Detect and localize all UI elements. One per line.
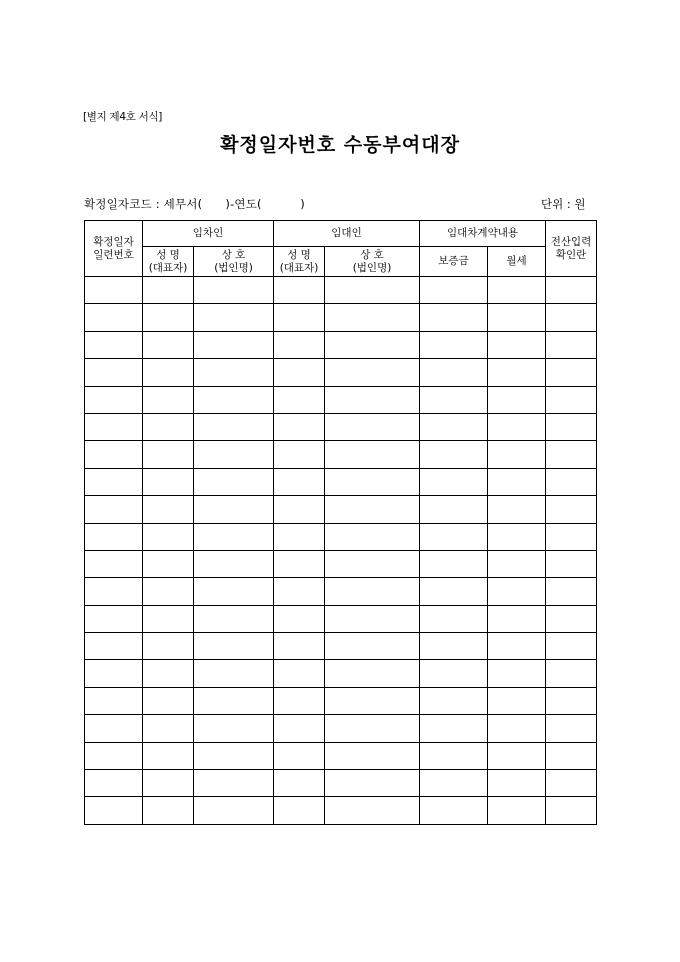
cell-serial-no[interactable] <box>85 468 143 495</box>
cell-serial-no[interactable] <box>85 496 143 523</box>
cell-tenant-name[interactable] <box>143 797 194 824</box>
cell-tenant-company[interactable] <box>194 441 274 468</box>
cell-deposit[interactable] <box>420 441 488 468</box>
table-row <box>85 277 597 304</box>
cell-landlord-name[interactable] <box>274 687 325 714</box>
cell-confirm[interactable] <box>546 331 597 358</box>
cell-deposit[interactable] <box>420 386 488 413</box>
cell-monthly-rent[interactable] <box>488 468 546 495</box>
cell-tenant-name[interactable] <box>143 304 194 331</box>
cell-landlord-name[interactable] <box>274 413 325 440</box>
cell-serial-no[interactable] <box>85 797 143 824</box>
cell-deposit[interactable] <box>420 496 488 523</box>
table-row <box>85 413 597 440</box>
table-row <box>85 633 597 660</box>
cell-tenant-company[interactable] <box>194 413 274 440</box>
header-serial-no: 확정일자 일련번호 <box>85 221 143 277</box>
cell-deposit[interactable] <box>420 304 488 331</box>
cell-monthly-rent[interactable] <box>488 359 546 386</box>
cell-landlord-company[interactable] <box>325 633 420 660</box>
cell-confirm[interactable] <box>546 742 597 769</box>
cell-confirm[interactable] <box>546 715 597 742</box>
cell-deposit[interactable] <box>420 687 488 714</box>
header-confirm: 전산입력 확인란 <box>546 221 597 277</box>
cell-landlord-name[interactable] <box>274 331 325 358</box>
cell-landlord-name[interactable] <box>274 277 325 304</box>
form-number-label: [별지 제4호 서식] <box>83 111 163 123</box>
cell-landlord-name[interactable] <box>274 633 325 660</box>
cell-landlord-company[interactable] <box>325 660 420 687</box>
table-row <box>85 468 597 495</box>
cell-confirm[interactable] <box>546 605 597 632</box>
cell-landlord-name[interactable] <box>274 304 325 331</box>
cell-serial-no[interactable] <box>85 441 143 468</box>
cell-deposit[interactable] <box>420 770 488 797</box>
cell-confirm[interactable] <box>546 550 597 577</box>
cell-confirm[interactable] <box>546 687 597 714</box>
cell-tenant-company[interactable] <box>194 770 274 797</box>
table-row <box>85 687 597 714</box>
cell-serial-no[interactable] <box>85 715 143 742</box>
table-row <box>85 550 597 577</box>
cell-tenant-company[interactable] <box>194 304 274 331</box>
table-row <box>85 496 597 523</box>
cell-confirm[interactable] <box>546 523 597 550</box>
cell-tenant-name[interactable] <box>143 441 194 468</box>
cell-monthly-rent[interactable] <box>488 715 546 742</box>
cell-monthly-rent[interactable] <box>488 386 546 413</box>
table-row <box>85 770 597 797</box>
header-row-1 <box>85 221 597 247</box>
cell-tenant-name[interactable] <box>143 578 194 605</box>
cell-serial-no[interactable] <box>85 660 143 687</box>
cell-deposit[interactable] <box>420 523 488 550</box>
cell-confirm[interactable] <box>546 496 597 523</box>
cell-serial-no[interactable] <box>85 304 143 331</box>
table-row <box>85 386 597 413</box>
cell-tenant-name[interactable] <box>143 633 194 660</box>
cell-landlord-name[interactable] <box>274 660 325 687</box>
header-landlord-name: 성 명 (대표자) <box>274 247 325 277</box>
cell-serial-no[interactable] <box>85 386 143 413</box>
cell-tenant-name[interactable] <box>143 496 194 523</box>
cell-monthly-rent[interactable] <box>488 660 546 687</box>
cell-tenant-company[interactable] <box>194 633 274 660</box>
cell-monthly-rent[interactable] <box>488 578 546 605</box>
cell-landlord-company[interactable] <box>325 386 420 413</box>
cell-tenant-company[interactable] <box>194 687 274 714</box>
cell-landlord-company[interactable] <box>325 441 420 468</box>
cell-tenant-company[interactable] <box>194 496 274 523</box>
cell-landlord-name[interactable] <box>274 605 325 632</box>
cell-landlord-company[interactable] <box>325 550 420 577</box>
cell-landlord-company[interactable] <box>325 523 420 550</box>
cell-monthly-rent[interactable] <box>488 550 546 577</box>
cell-deposit[interactable] <box>420 742 488 769</box>
cell-landlord-name[interactable] <box>274 496 325 523</box>
cell-tenant-name[interactable] <box>143 331 194 358</box>
table-row <box>85 331 597 358</box>
cell-tenant-company[interactable] <box>194 277 274 304</box>
cell-deposit[interactable] <box>420 413 488 440</box>
cell-serial-no[interactable] <box>85 687 143 714</box>
cell-landlord-company[interactable] <box>325 496 420 523</box>
header-deposit: 보증금 <box>420 247 488 277</box>
cell-monthly-rent[interactable] <box>488 331 546 358</box>
cell-landlord-name[interactable] <box>274 797 325 824</box>
cell-tenant-name[interactable] <box>143 605 194 632</box>
cell-landlord-name[interactable] <box>274 715 325 742</box>
cell-landlord-company[interactable] <box>325 605 420 632</box>
cell-tenant-name[interactable] <box>143 550 194 577</box>
cell-monthly-rent[interactable] <box>488 633 546 660</box>
cell-tenant-name[interactable] <box>143 277 194 304</box>
cell-landlord-company[interactable] <box>325 687 420 714</box>
cell-landlord-company[interactable] <box>325 578 420 605</box>
cell-tenant-name[interactable] <box>143 359 194 386</box>
cell-deposit[interactable] <box>420 550 488 577</box>
header-landlord-company: 상 호 (법인명) <box>325 247 420 277</box>
cell-monthly-rent[interactable] <box>488 605 546 632</box>
table-row <box>85 441 597 468</box>
cell-confirm[interactable] <box>546 633 597 660</box>
cell-tenant-company[interactable] <box>194 660 274 687</box>
cell-tenant-name[interactable] <box>143 523 194 550</box>
cell-landlord-company[interactable] <box>325 413 420 440</box>
cell-confirm[interactable] <box>546 770 597 797</box>
table-row <box>85 605 597 632</box>
cell-tenant-name[interactable] <box>143 413 194 440</box>
cell-tenant-company[interactable] <box>194 742 274 769</box>
cell-landlord-company[interactable] <box>325 304 420 331</box>
table-row <box>85 715 597 742</box>
cell-serial-no[interactable] <box>85 770 143 797</box>
cell-deposit[interactable] <box>420 277 488 304</box>
cell-landlord-name[interactable] <box>274 770 325 797</box>
cell-landlord-name[interactable] <box>274 742 325 769</box>
cell-landlord-company[interactable] <box>325 468 420 495</box>
page-title: 확정일자번호 수동부여대장 <box>220 134 460 156</box>
ledger-table <box>84 220 597 825</box>
cell-confirm[interactable] <box>546 304 597 331</box>
cell-deposit[interactable] <box>420 331 488 358</box>
cell-serial-no[interactable] <box>85 277 143 304</box>
cell-confirm[interactable] <box>546 797 597 824</box>
table-row <box>85 304 597 331</box>
cell-tenant-company[interactable] <box>194 386 274 413</box>
cell-serial-no[interactable] <box>85 578 143 605</box>
cell-deposit[interactable] <box>420 660 488 687</box>
cell-tenant-company[interactable] <box>194 331 274 358</box>
cell-serial-no[interactable] <box>85 550 143 577</box>
cell-tenant-company[interactable] <box>194 468 274 495</box>
cell-serial-no[interactable] <box>85 633 143 660</box>
cell-deposit[interactable] <box>420 605 488 632</box>
unit-label: 단위 : 원 <box>541 197 586 211</box>
header-monthly-rent: 월세 <box>488 247 546 277</box>
cell-confirm[interactable] <box>546 468 597 495</box>
cell-landlord-name[interactable] <box>274 550 325 577</box>
cell-deposit[interactable] <box>420 797 488 824</box>
cell-tenant-name[interactable] <box>143 386 194 413</box>
cell-tenant-name[interactable] <box>143 660 194 687</box>
cell-serial-no[interactable] <box>85 523 143 550</box>
cell-monthly-rent[interactable] <box>488 441 546 468</box>
cell-tenant-company[interactable] <box>194 715 274 742</box>
cell-tenant-company[interactable] <box>194 523 274 550</box>
cell-monthly-rent[interactable] <box>488 496 546 523</box>
cell-tenant-name[interactable] <box>143 770 194 797</box>
cell-tenant-name[interactable] <box>143 468 194 495</box>
cell-monthly-rent[interactable] <box>488 523 546 550</box>
table-row <box>85 578 597 605</box>
cell-deposit[interactable] <box>420 468 488 495</box>
code-info-line: 확정일자코드 : 세무서( )-연도( ) <box>84 197 305 211</box>
cell-landlord-name[interactable] <box>274 468 325 495</box>
cell-monthly-rent[interactable] <box>488 742 546 769</box>
cell-confirm[interactable] <box>546 578 597 605</box>
cell-landlord-name[interactable] <box>274 359 325 386</box>
cell-confirm[interactable] <box>546 441 597 468</box>
cell-tenant-name[interactable] <box>143 715 194 742</box>
cell-tenant-company[interactable] <box>194 550 274 577</box>
cell-serial-no[interactable] <box>85 331 143 358</box>
table-row <box>85 742 597 769</box>
cell-serial-no[interactable] <box>85 605 143 632</box>
cell-confirm[interactable] <box>546 413 597 440</box>
cell-serial-no[interactable] <box>85 742 143 769</box>
cell-monthly-rent[interactable] <box>488 770 546 797</box>
cell-deposit[interactable] <box>420 715 488 742</box>
cell-landlord-company[interactable] <box>325 277 420 304</box>
table-row <box>85 660 597 687</box>
header-row-2 <box>85 247 597 277</box>
cell-tenant-company[interactable] <box>194 359 274 386</box>
cell-confirm[interactable] <box>546 660 597 687</box>
cell-landlord-name[interactable] <box>274 523 325 550</box>
cell-tenant-company[interactable] <box>194 605 274 632</box>
cell-monthly-rent[interactable] <box>488 413 546 440</box>
header-tenant-company: 상 호 (법인명) <box>194 247 274 277</box>
cell-monthly-rent[interactable] <box>488 277 546 304</box>
cell-landlord-name[interactable] <box>274 441 325 468</box>
cell-deposit[interactable] <box>420 578 488 605</box>
header-tenant-name: 성 명 (대표자) <box>143 247 194 277</box>
cell-tenant-company[interactable] <box>194 578 274 605</box>
cell-serial-no[interactable] <box>85 359 143 386</box>
cell-landlord-name[interactable] <box>274 386 325 413</box>
cell-confirm[interactable] <box>546 277 597 304</box>
cell-monthly-rent[interactable] <box>488 797 546 824</box>
cell-landlord-company[interactable] <box>325 770 420 797</box>
cell-monthly-rent[interactable] <box>488 687 546 714</box>
cell-landlord-name[interactable] <box>274 578 325 605</box>
header-contract: 임대차계약내용 <box>420 221 546 247</box>
table-row <box>85 359 597 386</box>
cell-confirm[interactable] <box>546 386 597 413</box>
cell-landlord-company[interactable] <box>325 797 420 824</box>
table-row <box>85 797 597 824</box>
header-landlord: 임대인 <box>274 221 420 247</box>
table-row <box>85 523 597 550</box>
cell-deposit[interactable] <box>420 359 488 386</box>
cell-serial-no[interactable] <box>85 413 143 440</box>
cell-tenant-name[interactable] <box>143 687 194 714</box>
cell-landlord-company[interactable] <box>325 359 420 386</box>
cell-landlord-company[interactable] <box>325 742 420 769</box>
cell-landlord-company[interactable] <box>325 331 420 358</box>
cell-deposit[interactable] <box>420 633 488 660</box>
cell-tenant-company[interactable] <box>194 797 274 824</box>
cell-confirm[interactable] <box>546 359 597 386</box>
cell-landlord-company[interactable] <box>325 715 420 742</box>
header-tenant: 임차인 <box>143 221 274 247</box>
cell-monthly-rent[interactable] <box>488 304 546 331</box>
cell-tenant-name[interactable] <box>143 742 194 769</box>
